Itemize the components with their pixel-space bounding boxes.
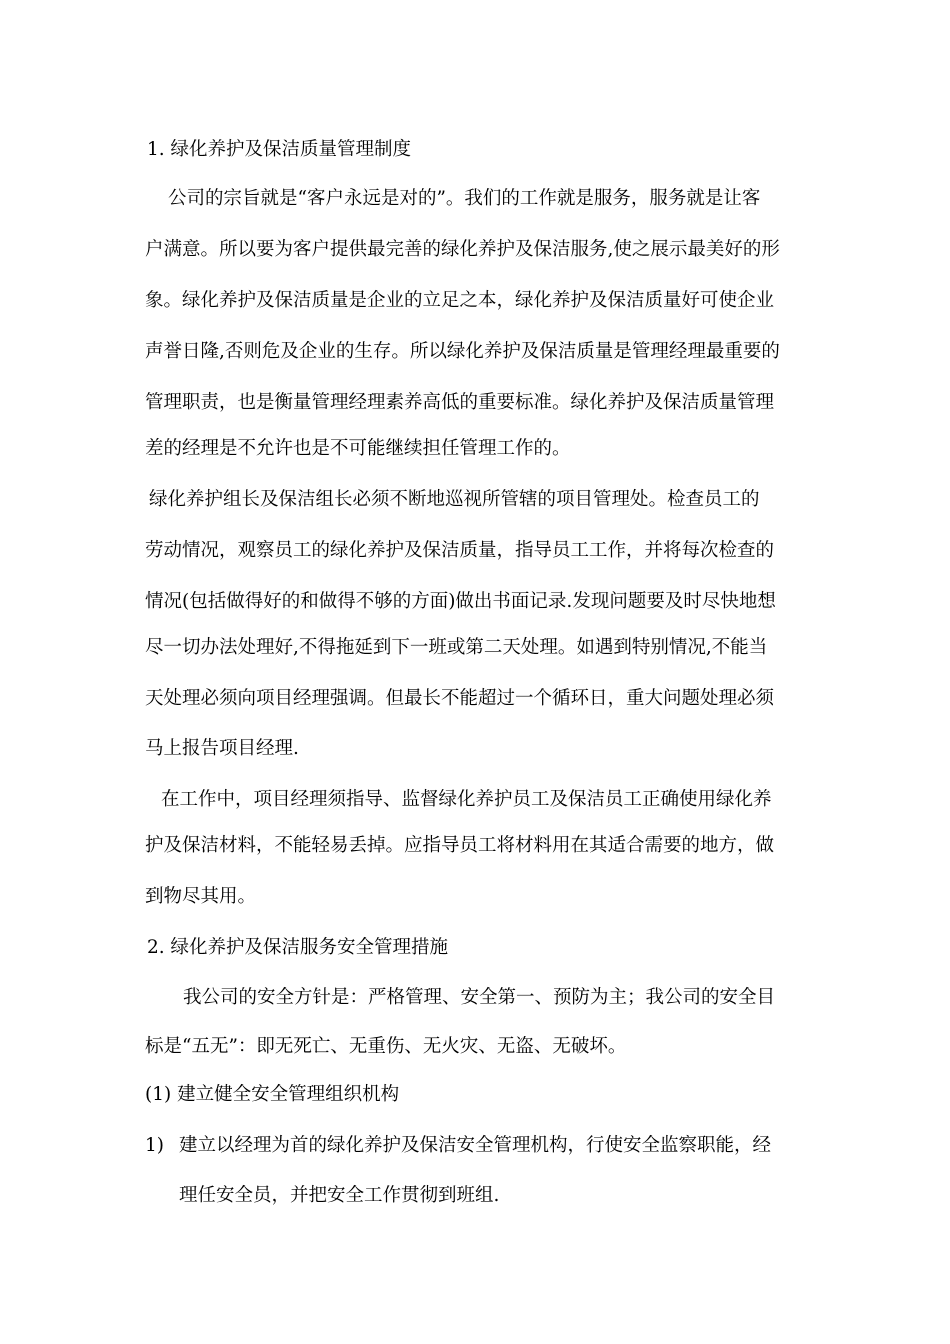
- paragraph-line: 尽一切办法处理好,不得拖延到下一班或第二天处理。如遇到特别情况,不能当: [145, 637, 768, 658]
- paragraph-line: 声誉日隆,否则危及企业的生存。所以绿化养护及保洁质量是管理经理最重要的: [145, 341, 780, 362]
- subheading-safety-organization: (1) 建立健全安全管理组织机构: [145, 1084, 400, 1105]
- item-line: 理任安全员，并把安全工作贯彻到班组.: [179, 1185, 500, 1206]
- paragraph-line: 情况(包括做得好的和做得不够的方面)做出书面记录.发现问题要及时尽快地想: [145, 591, 776, 612]
- paragraph-line: 天处理必须向项目经理强调。但最长不能超过一个循环日，重大问题处理必须: [145, 688, 775, 709]
- paragraph-line: 户满意。所以要为客户提供最完善的绿化养护及保洁服务,使之展示最美好的形: [145, 239, 780, 260]
- item-line: 建立以经理为首的绿化养护及保洁安全管理机构，行使安全监察职能，经: [179, 1135, 772, 1156]
- paragraph-line: 马上报告项目经理.: [145, 738, 299, 759]
- section-heading-2: 2. 绿化养护及保洁服务安全管理措施: [147, 937, 449, 958]
- paragraph-line: 绿化养护组长及保洁组长必须不断地巡视所管辖的项目管理处。检查员工的: [149, 489, 760, 510]
- item-number: 1): [145, 1135, 164, 1156]
- paragraph-line: 差的经理是不允许也是不可能继续担任管理工作的。: [145, 438, 571, 459]
- paragraph-line: 护及保洁材料，不能轻易丢掉。应指导员工将材料用在其适合需要的地方，做: [145, 835, 775, 856]
- paragraph-line: 到物尽其用。: [145, 886, 257, 907]
- paragraph-line: 劳动情况，观察员工的绿化养护及保洁质量，指导员工工作，并将每次检查的: [145, 540, 775, 561]
- paragraph-line: 公司的宗旨就是“客户永远是对的”。我们的工作就是服务，服务就是让客: [168, 188, 761, 209]
- section-heading-1: 1. 绿化养护及保洁质量管理制度: [147, 139, 412, 160]
- paragraph-line: 我公司的安全方针是：严格管理、安全第一、预防为主；我公司的安全目: [183, 987, 776, 1008]
- paragraph-line: 象。绿化养护及保洁质量是企业的立足之本，绿化养护及保洁质量好可使企业: [145, 290, 775, 311]
- paragraph-line: 在工作中，项目经理须指导、监督绿化养护员工及保洁员工正确使用绿化养: [161, 789, 772, 810]
- paragraph-line: 管理职责，也是衡量管理经理素养高低的重要标准。绿化养护及保洁质量管理: [145, 392, 775, 413]
- paragraph-line: 标是“五无”：即无死亡、无重伤、无火灾、无盗、无破坏。: [145, 1036, 627, 1057]
